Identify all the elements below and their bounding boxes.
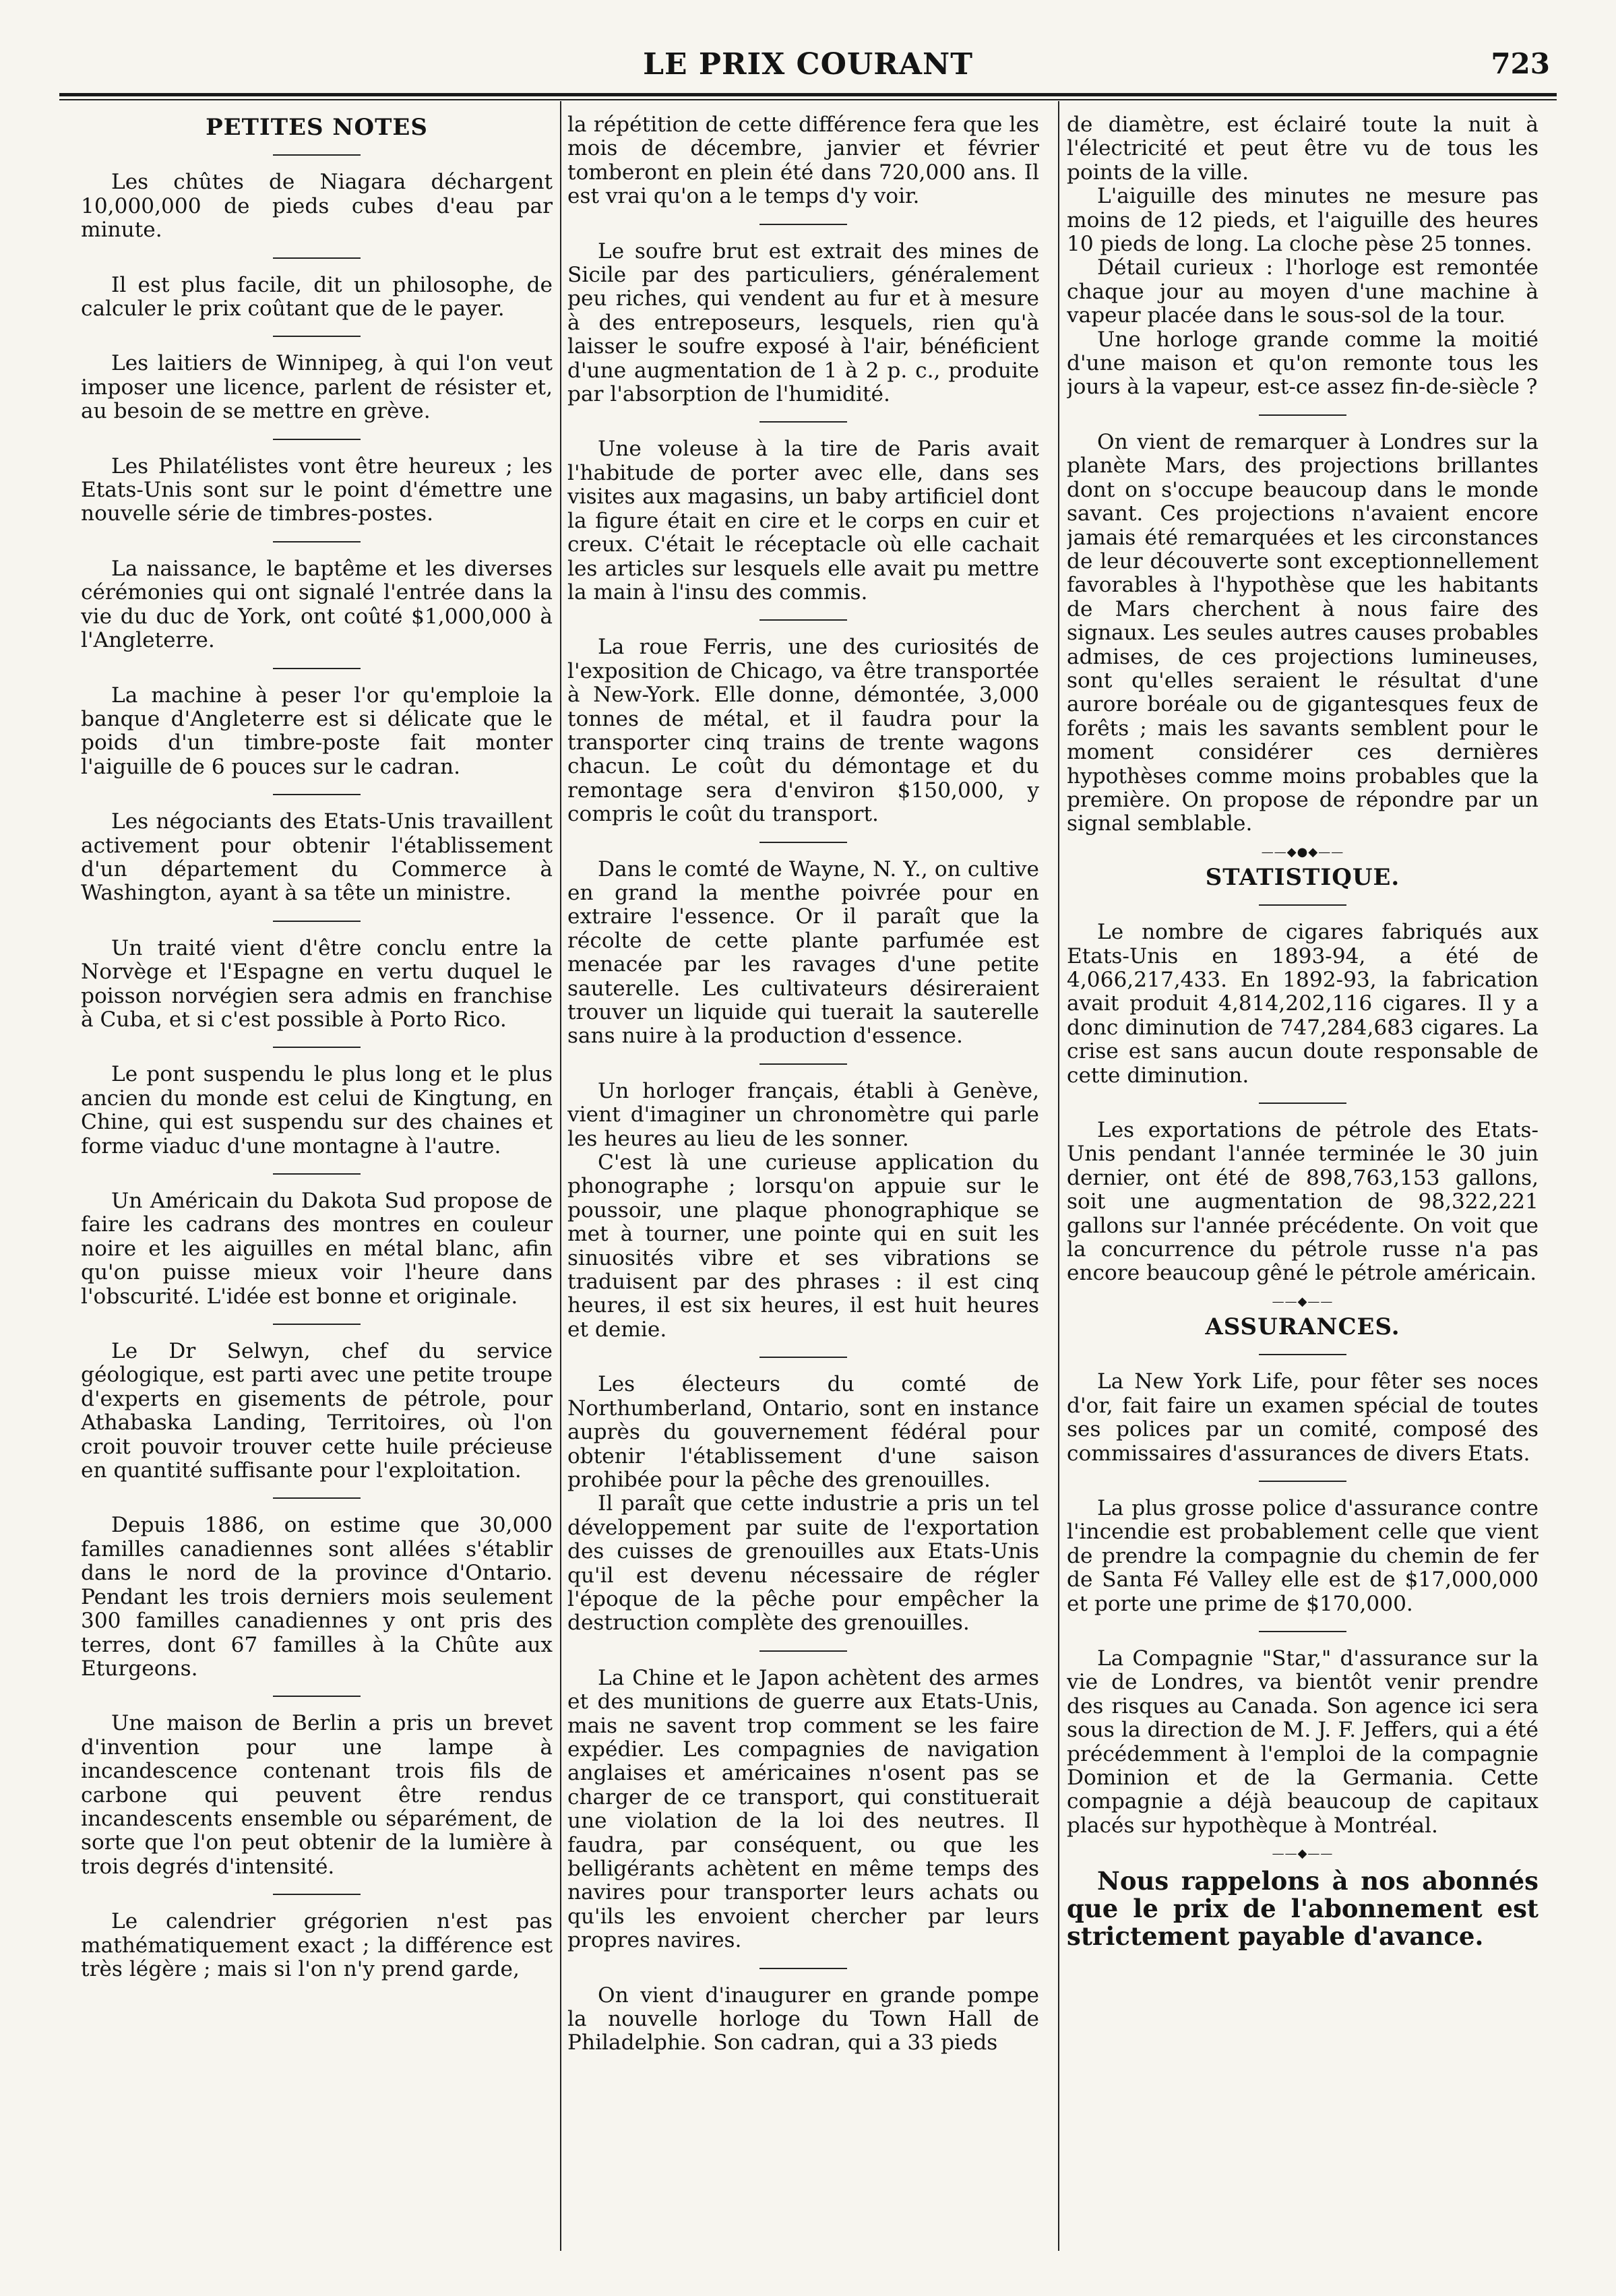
separator — [273, 668, 361, 669]
news-item: Il est plus facile, dit un philosophe, de calculer le prix coûtant que de le payer. — [81, 272, 553, 321]
page-header — [59, 47, 1557, 94]
news-item: Une horloge grande comme la moitié d'une maison et qu'on remonte tous les jours à la vapeur, est-ce assez fin-de-siècle ? — [1067, 327, 1539, 400]
news-item: La machine à peser l'or qu'emploie la banque d'Angleterre est si délicate que le poids d'un timbre-poste fait monter l'aiguille de 6 pouces sur le cadran. — [81, 683, 553, 779]
running-title: LE PRIX COURANT — [643, 47, 973, 82]
column-1 — [81, 113, 553, 2250]
news-item: Les électeurs du comté de Northumberland, Ontario, sont en instance auprès du gouvernement fédéral pour obtenir l'établissement d'une saison prohibée pour la pêche des grenouilles. — [567, 1372, 1039, 1492]
news-item: La plus grosse police d'assurance contre l'incendie est probablement celle que vient de prendre la compagnie du chemin de fer de Santa Fé Valley elle est de $17,000,000 et porte une prime de $170,000. — [1067, 1495, 1539, 1616]
subscription-notice: Nous rappelons à nos abonnés que le prix de l'abonnement est strictement payable d'avance. — [1067, 1866, 1539, 1952]
news-item: Le Dr Selwyn, chef du service géologique, est parti avec une petite troupe d'experts en gisements de pétrole, pour Athabaska Landing, Territoires, où l'on croit pouvoir trouver cette huile précieuse en quantité suffisante pour l'exploitation. — [81, 1339, 553, 1483]
separator — [273, 794, 361, 795]
separator — [273, 1696, 361, 1697]
separator — [759, 1968, 847, 1969]
column-3 — [1067, 113, 1539, 2250]
separator — [273, 439, 361, 440]
news-item: Les Philatélistes vont être heureux ; les Etats-Unis sont sur le point d'émettre une nouvelle série de timbres-postes. — [81, 454, 553, 526]
column-divider — [560, 101, 561, 2251]
separator — [273, 154, 361, 156]
separator — [1259, 1354, 1346, 1355]
section-heading-statistique: STATISTIQUE. — [1205, 863, 1400, 891]
separator — [273, 921, 361, 922]
separator — [1259, 414, 1346, 416]
separator — [1259, 1103, 1346, 1104]
news-item: Le soufre brut est extrait des mines de Sicile par des particuliers, généralement peu riches, qui vendent au fur et à mesure à des entreposeurs, lesquels, rien qu'à laisser le soufre exposé à l'air, bénéficient d'une augmentation de 1 à 2 p. c., produite par l'absorption de l'humidité. — [567, 239, 1039, 407]
news-item: La Chine et le Japon achètent des armes et des munitions de guerre aux Etats-Unis, mais ne savent trop comment se les faire expédier. Les compagnies de navigation anglaises et américaines n'osent pas se charger de ce transport, qui constituerait une violation de la loi des neutres. Il faudra, par conséquent, ou que les belligérants achètent en même temps des navires pour transporter leurs achats ou qu'ils les envoient chercher par leurs propres navires. — [567, 1665, 1039, 1953]
news-item: Les chûtes de Niagara déchargent 10,000,000 de pieds cubes d'eau par minute. — [81, 170, 553, 243]
news-item: Un Américain du Dakota Sud propose de faire les cadrans des montres en couleur noire et les aiguilles en métal blanc, afin qu'on puisse mieux voir l'heure dans l'obscurité. L'idée est bonne et originale. — [81, 1189, 553, 1309]
ornament-divider: ——◆—— — [1272, 1294, 1334, 1309]
header-rule — [59, 93, 1557, 100]
separator — [759, 842, 847, 843]
news-item: C'est là une curieuse application du phonographe ; lorsqu'on appuie sur le poussoir, une plaque phonographique se met à tourner, une pointe qui en suit les sinuosités vibre et ses vibrations se traduisent par des phrases : il est cinq heures, il est six heures, il est huit heures et demie. — [567, 1150, 1039, 1342]
news-item: Les laitiers de Winnipeg, à qui l'on veut imposer une licence, parlent de résister et, au besoin de se mettre en grève. — [81, 351, 553, 424]
separator — [273, 1324, 361, 1325]
section-heading-assurances: ASSURANCES. — [1205, 1313, 1400, 1340]
separator — [759, 1063, 847, 1065]
news-item: Un horloger français, établi à Genève, vient d'imaginer un chronomètre qui parle les heures au lieu de les sonner. — [567, 1078, 1039, 1151]
news-item: L'aiguille des minutes ne mesure pas moins de 12 pieds, et l'aiguille des heures 10 pieds de long. La cloche pèse 25 tonnes. — [1067, 184, 1539, 257]
page-number: 723 — [1491, 47, 1550, 80]
news-item: Le nombre de cigares fabriqués aux Etats-Unis en 1893-94, a été de 4,066,217,433. En 1892-93, la fabrication avait produit 4,814,202,116 cigares. Il y a donc diminution de 747,284,683 cigares. La crise est sans aucun doute responsable de cette diminution. — [1067, 920, 1539, 1088]
separator — [273, 541, 361, 542]
separator — [273, 1047, 361, 1048]
news-item: Il paraît que cette industrie a pris un tel développement par suite de l'exportation des cuisses de grenouilles aux Etats-Unis qu'il est devenu nécessaire de régler l'époque de la pêche pour empêcher la destruction complète des grenouilles. — [567, 1491, 1039, 1636]
separator — [273, 257, 361, 259]
separator — [1259, 904, 1346, 906]
ornament-divider: ——◆—— — [1272, 1847, 1334, 1861]
separator — [1259, 1631, 1346, 1632]
ornament-divider: ——◆●◆—— — [1261, 844, 1344, 859]
column-2 — [567, 113, 1039, 2250]
section-heading-petites-notes: PETITES NOTES — [206, 114, 428, 141]
separator — [759, 421, 847, 423]
news-item: La New York Life, pour fêter ses noces d'or, fait faire un examen spécial de toutes ses polices par un comité, composé des commissaires d'assurances de divers Etats. — [1067, 1369, 1539, 1466]
news-item: On vient d'inaugurer en grande pompe la nouvelle horloge du Town Hall de Philadelphie. Son cadran, qui a 33 pieds — [567, 1983, 1039, 2055]
separator — [759, 224, 847, 225]
news-item-continued: la répétition de cette différence fera que les mois de décembre, janvier et février tomberont en plein été dans 720,000 ans. Il est vrai qu'on a le temps d'y voir. — [567, 113, 1039, 209]
news-item: Une voleuse à la tire de Paris avait l'habitude de porter avec elle, dans ses visites aux magasins, un baby artificiel dont la figure était en cire et le corps en cuir et creux. C'était le réceptacle où elle cachait les articles sur lesquels elle avait pu mettre la main à l'insu des commis. — [567, 437, 1039, 604]
news-item: La roue Ferris, une des curiosités de l'exposition de Chicago, va être transportée à New-York. Elle donne, démontée, 3,000 tonnes de métal, et il faudra pour la transporter cinq trains de trente wagons chacun. Le coût du démontage et du remontage sera d'environ $150,000, y compris le coût du transport. — [567, 635, 1039, 827]
separator — [759, 1357, 847, 1358]
news-item: Le calendrier grégorien n'est pas mathématiquement exact ; la différence est très légère ; mais si l'on n'y prend garde, — [81, 1909, 553, 1981]
separator — [273, 1173, 361, 1175]
separator — [759, 619, 847, 621]
news-item: Le pont suspendu le plus long et le plus ancien du monde est celui de Kingtung, en Chine, qui est suspendu sur des chaines et forme viaduc d'une montagne à l'autre. — [81, 1062, 553, 1158]
news-item: Détail curieux : l'horloge est remontée chaque jour au moyen d'une machine à vapeur placée dans le sous-sol de la tour. — [1067, 255, 1539, 328]
news-item: La Compagnie "Star," d'assurance sur la vie de Londres, va bientôt venir prendre des risques au Canada. Son agence ici sera sous la direction de M. J. F. Jeffers, qui a été précédemment à l'emploi de la compagnie Dominion et de la Germania. Cette compagnie a déjà beaucoup de capitaux placés sur hypothèque à Montréal. — [1067, 1646, 1539, 1838]
news-item: On vient de remarquer à Londres sur la planète Mars, des projections brillantes dont on s'occupe beaucoup dans le monde savant. Ces projections n'avaient encore jamais été remarquées et les circonstances de leur découverte sont exceptionnellement favorables à l'hypothèse que les habitants de Mars cherchent à nous faire des signaux. Les seules autres causes probables admises, de ces projections lumineuses, sont qu'elles seraient le résultat d'une aurore boréale ou de gigantesques feux de forêts ; mais les savants semblent pour le moment considérer ces dernières hypothèses comme moins probables que la première. On propose de répondre par un signal semblable. — [1067, 429, 1539, 836]
separator — [273, 1497, 361, 1499]
news-item: Les négociants des Etats-Unis travaillent activement pour obtenir l'établissement d'un département du Commerce à Washington, ayant à sa tête un ministre. — [81, 809, 553, 906]
news-item: Un traité vient d'être conclu entre la Norvège et l'Espagne en vertu duquel le poisson norvégien sera admis en franchise à Cuba, et si c'est possible à Porto Rico. — [81, 935, 553, 1032]
news-item-continued: de diamètre, est éclairé toute la nuit à l'électricité et peut être vu de tous les points de la ville. — [1067, 113, 1539, 185]
separator — [273, 336, 361, 337]
separator — [1259, 1481, 1346, 1482]
news-item: Les exportations de pétrole des Etats-Unis pendant l'année terminée le 30 juin dernier, ont été de 898,763,153 gallons, soit une augmentation de 98,322,221 gallons sur l'année précédente. On voit que la concurrence du pétrole russe n'a pas encore beaucoup gêné le pétrole américain. — [1067, 1118, 1539, 1286]
column-divider — [1058, 101, 1059, 2251]
news-item: Depuis 1886, on estime que 30,000 familles canadiennes sont allées s'établir dans le nord de la province d'Ontario. Pendant les trois derniers mois seulement 300 familles canadiennes y ont pris des terres, dont 67 familles à la Chûte aux Eturgeons. — [81, 1513, 553, 1681]
news-item: La naissance, le baptême et les diverses cérémonies qui ont signalé l'entrée dans la vie du duc de York, ont coûté $1,000,000 à l'Angleterre. — [81, 556, 553, 653]
news-item: Dans le comté de Wayne, N. Y., on cultive en grand la menthe poivrée pour en extraire l'essence. Or il paraît que la récolte de cette plante parfumée est menacée par les ravages d'une petite sauterelle. Les cultivateurs désireraient trouver un liquide qui tuerait la sauterelle sans nuire à la production d'essence. — [567, 857, 1039, 1049]
news-item: Une maison de Berlin a pris un brevet d'invention pour une lampe à incandescence contenant trois fils de carbone qui peuvent être rendus incandescents ensemble ou séparément, de sorte que l'on peut obtenir de la lumière à trois degrés d'intensité. — [81, 1711, 553, 1879]
separator — [759, 1650, 847, 1652]
separator — [273, 1894, 361, 1895]
